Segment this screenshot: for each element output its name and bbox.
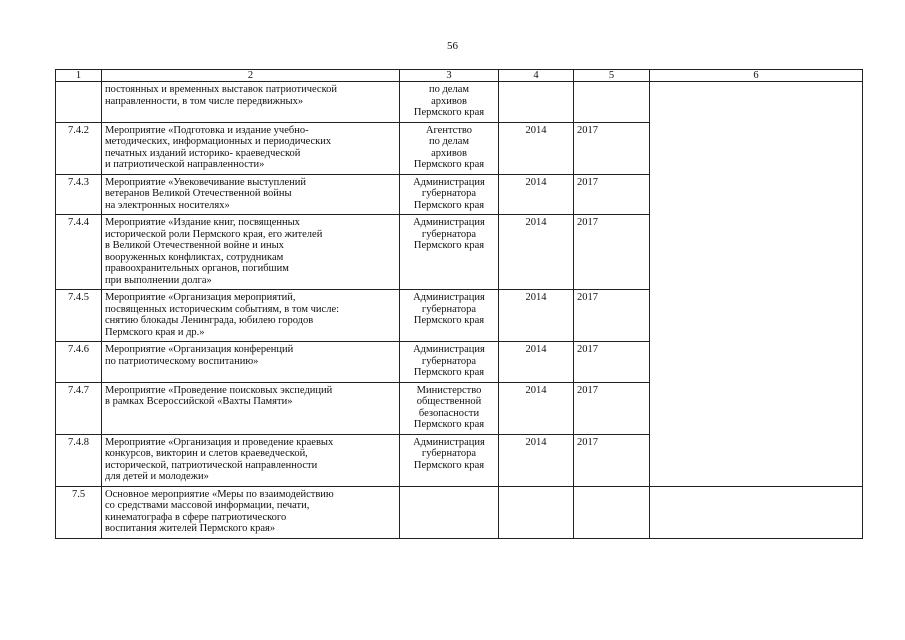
column-number-4: 4	[499, 70, 574, 82]
measure-description: постоянных и временных выставок патриотической направленности, в том числе передвижных»	[102, 82, 400, 123]
row-number: 7.4.2	[56, 122, 102, 174]
end-year: 2017	[574, 382, 650, 434]
measure-description: Мероприятие «Организация и проведение краевых конкурсов, викторин и слетов краеведческой, исторической, патриотической направленности для детей и молодежи»	[102, 434, 400, 486]
executor: Администрация губернатора Пермского края	[400, 290, 499, 342]
row-number: 7.4.3	[56, 174, 102, 215]
measure-description: Мероприятие «Подготовка и издание учебно- методических, информационных и периодических печатных изданий историко- краеведческой и патриотической направленности»	[102, 122, 400, 174]
column-number-1: 1	[56, 70, 102, 82]
end-year: 2017	[574, 174, 650, 215]
start-year	[499, 486, 574, 538]
start-year: 2014	[499, 382, 574, 434]
table-row	[56, 82, 863, 123]
end-year: 2017	[574, 290, 650, 342]
page-number: 56	[447, 40, 458, 52]
column-number-row	[56, 70, 863, 82]
column-6-cell	[650, 486, 863, 538]
column-number-6: 6	[650, 70, 863, 82]
table-row	[56, 486, 863, 538]
end-year: 2017	[574, 215, 650, 290]
end-year	[574, 486, 650, 538]
start-year	[499, 82, 574, 123]
start-year: 2014	[499, 122, 574, 174]
row-number	[56, 82, 102, 123]
column-6-cell	[650, 82, 863, 487]
start-year: 2014	[499, 342, 574, 383]
column-number-5: 5	[574, 70, 650, 82]
column-number-3: 3	[400, 70, 499, 82]
row-number: 7.4.6	[56, 342, 102, 383]
executor	[400, 486, 499, 538]
measure-description: Мероприятие «Проведение поисковых экспедиций в рамках Всероссийской «Вахты Памяти»	[102, 382, 400, 434]
row-number: 7.4.5	[56, 290, 102, 342]
start-year: 2014	[499, 290, 574, 342]
measure-description: Мероприятие «Организация конференций по патриотическому воспитанию»	[102, 342, 400, 383]
measure-description: Мероприятие «Издание книг, посвященных исторической роли Пермского края, его жителей в Великой Отечественной войне и иных вооруженных конфликтах, сотрудникам правоохранительных органов, погибшим при выполнении долга»	[102, 215, 400, 290]
start-year: 2014	[499, 174, 574, 215]
executor: Агентство по делам архивов Пермского края	[400, 122, 499, 174]
row-number: 7.4.8	[56, 434, 102, 486]
measure-description: Мероприятие «Увековечивание выступлений ветеранов Великой Отечественной войны на электронных носителях»	[102, 174, 400, 215]
executor: Администрация губернатора Пермского края	[400, 215, 499, 290]
end-year: 2017	[574, 342, 650, 383]
row-number: 7.5	[56, 486, 102, 538]
executor: Администрация губернатора Пермского края	[400, 434, 499, 486]
measure-description: Основное мероприятие «Меры по взаимодействию со средствами массовой информации, печати, кинематографа в сфере патриотического воспитания жителей Пермского края»	[102, 486, 400, 538]
column-number-2: 2	[102, 70, 400, 82]
executor: по делам архивов Пермского края	[400, 82, 499, 123]
executor: Министерство общественной безопасности Пермского края	[400, 382, 499, 434]
executor: Администрация губернатора Пермского края	[400, 342, 499, 383]
end-year: 2017	[574, 434, 650, 486]
end-year	[574, 82, 650, 123]
executor: Администрация губернатора Пермского края	[400, 174, 499, 215]
measure-description: Мероприятие «Организация мероприятий, посвященных историческим событиям, в том числе: снятию блокады Ленинграда, юбилею городов Пермского края и др.»	[102, 290, 400, 342]
start-year: 2014	[499, 434, 574, 486]
row-number: 7.4.7	[56, 382, 102, 434]
end-year: 2017	[574, 122, 650, 174]
start-year: 2014	[499, 215, 574, 290]
row-number: 7.4.4	[56, 215, 102, 290]
measures-table	[55, 69, 863, 539]
